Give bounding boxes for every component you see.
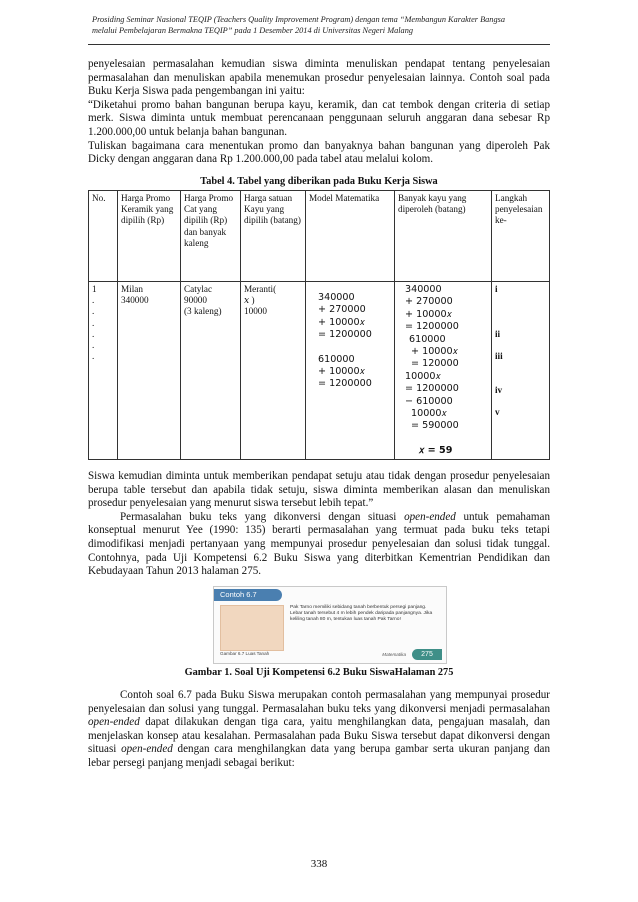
figure-image-label: Gambar 6.7 Luas Tanah bbox=[220, 651, 270, 656]
land-illustration bbox=[220, 605, 284, 651]
intro-paragraph-1: penyelesaian permasalahan kemudian siswa diminta menuliskan pendapat tentang penyelesaian permasalahan dan menuliskan apabila menemukan prosedur penyelesaian lainnya. Contoh soal pada Buku Kerja Siswa pada pengembangan ini yaitu: bbox=[88, 58, 550, 98]
table-header-row bbox=[89, 191, 550, 282]
header-divider bbox=[88, 44, 550, 45]
header-kayu: Harga satuan Kayu yang dipilih (batang) bbox=[241, 191, 306, 282]
header-line-1: Prosiding Seminar Nasional TEQIP (Teachers Quality Improvement Program) dengan tema “Membangun Karakter Bangsa bbox=[92, 15, 505, 24]
figure-caption: Gambar 1. Soal Uji Kompetensi 6.2 Buku SiswaHalaman 275 bbox=[184, 667, 454, 678]
figure-tab-label: Contoh 6.7 bbox=[214, 589, 282, 601]
cell-kayu: Meranti( 𝑥 ) 10000 bbox=[241, 282, 306, 460]
intro-paragraph-2: “Diketahui promo bahan bangunan berupa kayu, keramik, dan cat tembok dengan criteria di setiap merk. Siswa diminta untuk membuat perencanaan penggunaan seluruh anggaran dana sebesar Rp 1.200.000,00 untuk belanja bahan bangunan. bbox=[88, 98, 550, 138]
after-table-section bbox=[88, 470, 550, 579]
figure-page-badge: 275 bbox=[412, 649, 442, 660]
intro-paragraph-3: Tuliskan bagaimana cara menentukan promo dan banyaknya bahan bangunan yang diperoleh Pak Dicky dengan anggaran dana Rp 1.200.000,00 pada tabel atau melalui kolom. bbox=[88, 139, 550, 166]
header-cat: Harga Promo Cat yang dipilih (Rp) dan banyak kaleng bbox=[181, 191, 241, 282]
after-table-paragraph-1: Siswa kemudian diminta untuk memberikan pendapat setuju atau tidak dengan prosedur penyelesaian berupa table tersebut dan apabila tidak setuju, siswa diminta memberikan alasan dan menuliskan prosedur penyelesaian yang menurut siswa tersebut lebih tepat.” bbox=[88, 470, 550, 510]
header-no: No. bbox=[89, 191, 118, 282]
header-banyak: Banyak kayu yang diperoleh (batang) bbox=[395, 191, 492, 282]
cell-langkah: i ii iii iv v bbox=[492, 282, 550, 460]
intro-section bbox=[88, 58, 550, 167]
header-langkah: Langkah penyelesaian ke- bbox=[492, 191, 550, 282]
after-table-paragraph-2: Permasalahan buku teks yang dikonversi dengan situasi open-ended untuk pemahaman konseptual menurut Yee (1990: 135) berarti permasalahan yang termuat pada buku teks tetapi dimodifikasi menjadi pertanyaan yang mempunyai prosedur penyelesaian dan solusi tidak tunggal. Contohnya, pada Uji Kompetensi 6.2 Buku Siswa yang diterbitkan Kementrian Pendidikan dan Kebudayaan Tahun 2013 halaman 275. bbox=[88, 510, 550, 578]
header-keramik: Harga Promo Keramik yang dipilih (Rp) bbox=[118, 191, 181, 282]
table-caption: Tabel 4. Tabel yang diberikan pada Buku Kerja Siswa bbox=[200, 176, 438, 187]
closing-section bbox=[88, 689, 550, 771]
figure-footer-label: Matematika bbox=[382, 652, 406, 657]
header-model: Model Matematika bbox=[306, 191, 395, 282]
cell-model: 340000 + 270000 + 10000𝑥 = 1200000 610000 + 10000𝑥 = 1200000 bbox=[306, 282, 395, 460]
running-header bbox=[92, 14, 550, 36]
header-line-2: melalui Pembelajaran Bermakna TEQIP” pada 1 Desember 2014 di Universitas Negeri Malang bbox=[92, 26, 414, 35]
textbook-figure bbox=[213, 586, 447, 664]
figure-problem-text: Pak Tarno memiliki sebidang tanah berbentuk persegi panjang. Lebar tanah tersebut 4 m lebih pendek daripada panjangnya. Jika keliling tanah 80 m, tentukan luas tanah Pak Tarno! bbox=[290, 605, 433, 622]
page-number: 338 bbox=[310, 858, 328, 870]
cell-cat: Catylac 90000 (3 kaleng) bbox=[181, 282, 241, 460]
cell-keramik: Milan 340000 bbox=[118, 282, 181, 460]
table-4 bbox=[88, 190, 550, 460]
closing-paragraph: Contoh soal 6.7 pada Buku Siswa merupakan contoh permasalahan yang mempunyai prosedur penyelesaian dan solusi yang tunggal. Permasalahan buku teks yang dikonversi menjadi permasalahan open-ended dapat dilakukan dengan tiga cara, yaitu menghilangkan data, pengajuan masalah, dan menjelaskan konsep atau kesalahan. Permasalahan pada Buku Siswa tersebut dapat dikonversi dengan situasi open-ended dengan cara menghilangkan data yang berupa gambar serta ukuran panjang dan lebar persegi panjang menjadi sebagai berikut: bbox=[88, 689, 550, 769]
table-row bbox=[89, 282, 550, 460]
cell-no: 1 . . . . . . bbox=[89, 282, 118, 460]
cell-banyak: 340000 + 270000 + 10000𝑥 = 1200000 610000 + 10000𝑥 = 120000 10000𝑥 = 1200000 − 610000 10000𝑥 = 590000 𝑥 = 59 bbox=[395, 282, 492, 460]
